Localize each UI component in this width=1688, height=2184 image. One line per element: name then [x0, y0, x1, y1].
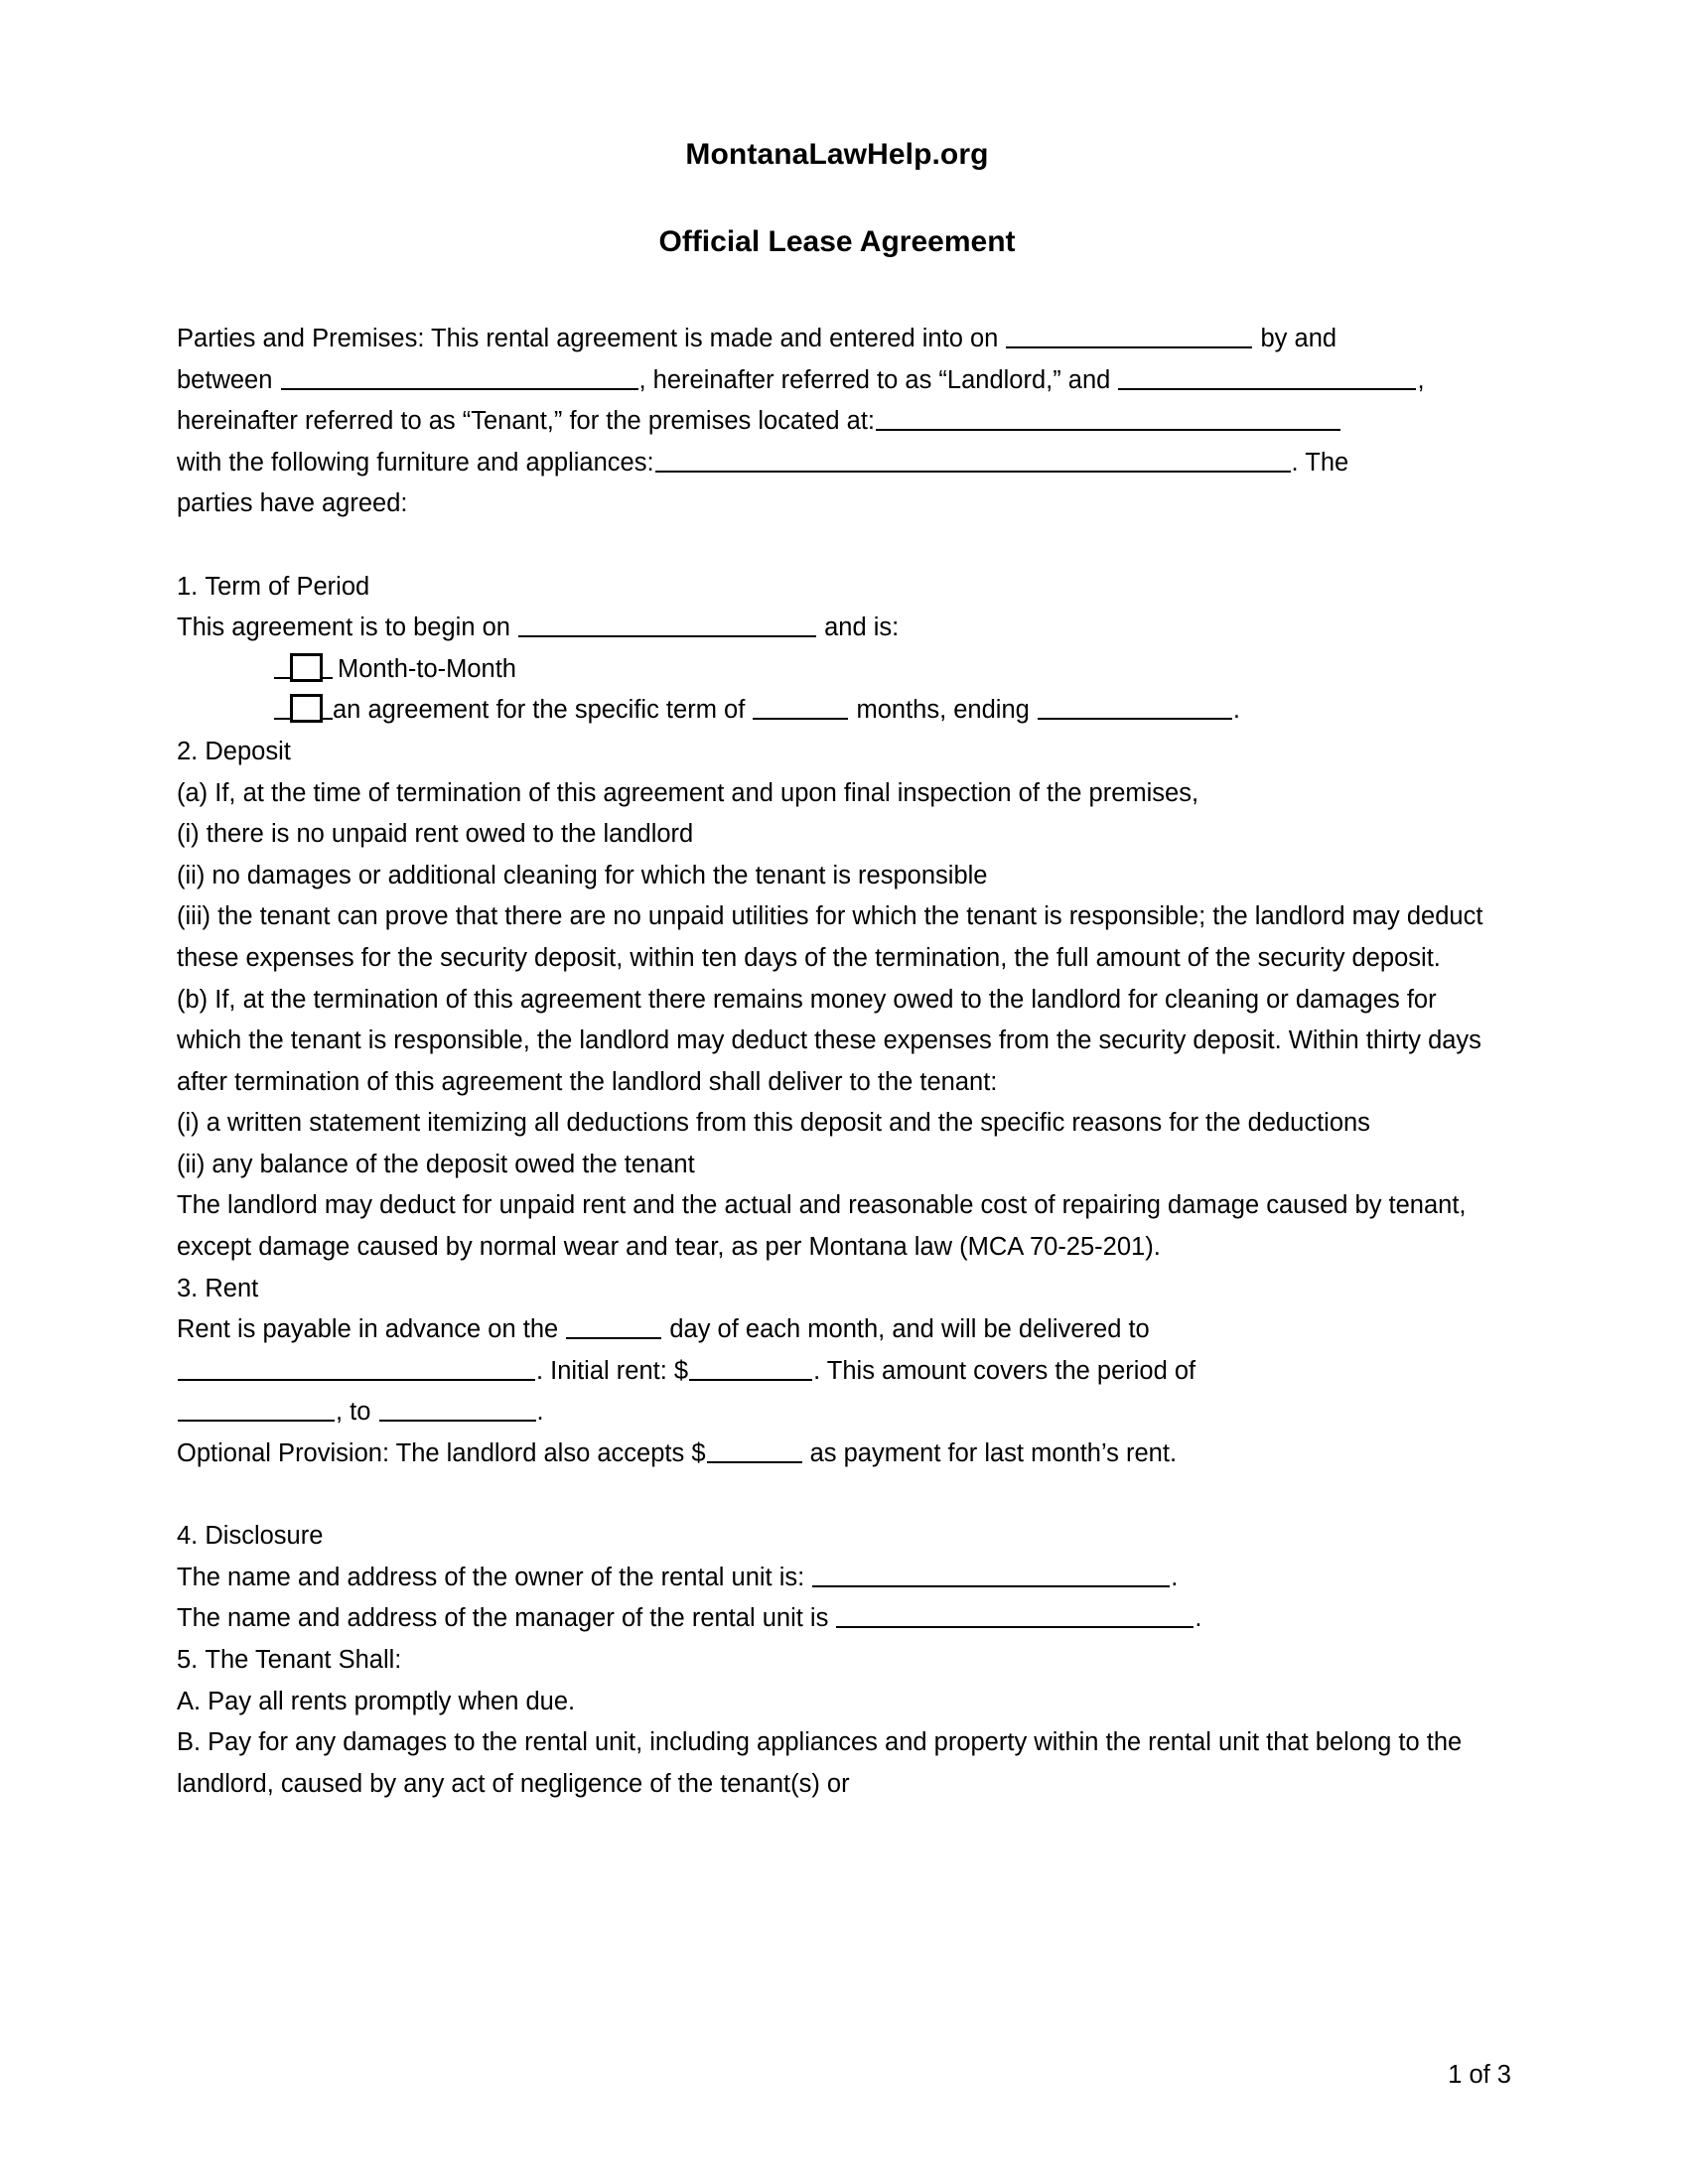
section-4-owner-text: The name and address of the owner of the rental unit is: [177, 1563, 812, 1591]
blank-last-month-rent-amount[interactable] [707, 1438, 802, 1463]
parties-line-4 [177, 443, 1497, 484]
section-1-heading [177, 567, 1497, 609]
parties-text-1b: by and [1253, 325, 1337, 352]
parties-line-3 [177, 401, 1497, 443]
blank-landlord-name[interactable] [281, 364, 638, 389]
section-5-title: The Tenant Shall: [205, 1646, 402, 1674]
section-4-number: 4. [177, 1522, 199, 1551]
blank-premises-address[interactable] [876, 406, 1340, 431]
section-4-owner-text-b: . [1171, 1563, 1179, 1591]
section-2-a-item-i: (i) there is no unpaid rent owed to the landlord [177, 820, 694, 849]
parties-text-4: with the following furniture and appliances: [177, 448, 654, 477]
checkbox-month-to-month[interactable] [290, 653, 323, 682]
section-2-closing: The landlord may deduct for unpaid rent and the actual and reasonable cost of repairing damage caused by tenant, except damage caused by normal wear and tear, as per Montana law (MCA 70-25-201). [177, 1191, 1467, 1262]
section-2-a-item-iii: (iii) the tenant can prove that there are no unpaid utilities for which the tenant is responsible; the landlord may deduct these expenses for the security deposit, within ten days of the termination, the full amount of the security deposit. [177, 902, 1483, 972]
section-1-begin-text-b: and is: [817, 614, 900, 642]
checkbox-label-specific-term: an agreement for the specific term of [333, 696, 753, 725]
checkbox-label-month-to-month: Month-to-Month [338, 654, 516, 683]
parties-text-1: Parties and Premises: This rental agreement is made and entered into on [177, 325, 1006, 352]
parties-text-3: hereinafter referred to as “Tenant,” for the premises located at: [177, 407, 876, 436]
blank-rent-due-day[interactable] [566, 1314, 661, 1339]
section-4-title: Disclosure [205, 1522, 324, 1551]
checkbox-specific-term[interactable] [290, 694, 323, 723]
section-3-optional-provision [177, 1433, 1497, 1475]
section-3-rent-line-3 [177, 1392, 1497, 1433]
spacer [177, 525, 1497, 567]
section-3-text-a: Rent is payable in advance on the [177, 1315, 566, 1344]
section-3-text-d: . This amount covers the period of [813, 1356, 1196, 1385]
section-2-number: 2. [177, 737, 199, 765]
page-title: Official Lease Agreement [658, 225, 1016, 258]
section-3-rent-line-1 [177, 1309, 1497, 1351]
document-body [177, 319, 1497, 1805]
blank-begin-date[interactable] [518, 613, 816, 637]
section-5-item-b: B. Pay for any damages to the rental unit, including appliances and property within the rental unit that belong to the landlord, caused by any act of negligence of the tenant(s) or [177, 1728, 1463, 1798]
section-5-item-a: A. Pay all rents promptly when due. [177, 1687, 576, 1715]
section-2-title: Deposit [205, 737, 291, 765]
blank-owner-name-address[interactable] [812, 1562, 1170, 1586]
section-3-optional-text-b: as payment for last month’s rent. [802, 1439, 1178, 1468]
section-3-text-c: . Initial rent: $ [536, 1356, 689, 1385]
section-3-heading [177, 1269, 1497, 1310]
section-3-text-b: day of each month, and will be delivered to [662, 1315, 1150, 1344]
checkbox-label-specific-term-c: . [1232, 696, 1241, 725]
section-3-rent-line-2 [177, 1351, 1497, 1393]
section-2-a-item-ii: (ii) no damages or additional cleaning for which the tenant is responsible [177, 861, 988, 889]
section-4-owner-line [177, 1558, 1497, 1599]
section-2-heading [177, 732, 1497, 773]
section-1-number: 1. [177, 572, 199, 601]
blank-furniture-appliances[interactable] [655, 447, 1291, 472]
section-2-a-intro: (a) If, at the time of termination of this agreement and upon final inspection of the premises, [177, 778, 1199, 807]
section-3-text-e: , to [336, 1398, 378, 1427]
section-4-manager-text: The name and address of the manager of the rental unit is [177, 1604, 836, 1633]
section-1-begin-text: This agreement is to begin on [177, 614, 518, 642]
section-4-manager-line [177, 1598, 1497, 1640]
blank-period-from[interactable] [178, 1397, 335, 1422]
rule-right [323, 653, 333, 678]
section-5-heading [177, 1640, 1497, 1682]
site-title: MontanaLawHelp.org [685, 138, 989, 171]
parties-text-4b: . The [1291, 448, 1349, 477]
blank-manager-name-address[interactable] [836, 1603, 1194, 1628]
blank-date-entered[interactable] [1006, 324, 1252, 348]
rule-left [274, 653, 290, 678]
parties-text-2: between [177, 365, 280, 394]
blank-rent-delivery-address[interactable] [178, 1355, 535, 1380]
blank-initial-rent-amount[interactable] [689, 1355, 812, 1380]
section-3-number: 3. [177, 1274, 199, 1302]
checkbox-label-specific-term-b: months, ending [849, 696, 1037, 725]
section-4-heading [177, 1516, 1497, 1558]
blank-period-to[interactable] [379, 1397, 536, 1422]
section-1-begin-line [177, 608, 1497, 649]
parties-text-2c: , [1417, 365, 1425, 394]
rule-left [274, 695, 290, 720]
section-5-number: 5. [177, 1646, 199, 1674]
checkbox-row-specific-term[interactable] [274, 690, 1497, 732]
section-3-title: Rent [205, 1274, 259, 1302]
blank-tenant-name[interactable] [1118, 364, 1416, 389]
section-2-b-text: (b) If, at the termination of this agreement there remains money owed to the landlord for cleaning or damages for which the tenant is responsible, the landlord may deduct these expenses from the security deposit. Within thirty days after termination of this agreement the landlord shall deliver to the tenant: [177, 985, 1481, 1096]
rule-right [323, 695, 333, 720]
section-3-text-f: . [536, 1398, 544, 1427]
blank-term-months[interactable] [753, 695, 848, 720]
page-footer: 1 of 3 [1448, 2061, 1511, 2089]
checkbox-row-month-to-month[interactable] [274, 649, 1497, 691]
parties-text-2b: , hereinafter referred to as “Landlord,” and [638, 365, 1118, 394]
parties-line-1 [177, 319, 1497, 360]
document-content [177, 0, 1497, 1805]
section-3-optional-text-a: Optional Provision: The landlord also accepts $ [177, 1439, 706, 1468]
spacer [177, 1475, 1497, 1517]
section-2-b-item-ii: (ii) any balance of the deposit owed the tenant [177, 1150, 695, 1178]
parties-line-2 [177, 360, 1497, 402]
blank-term-end-date[interactable] [1038, 695, 1232, 720]
parties-line-5: parties have agreed: [177, 489, 408, 518]
section-2-b-item-i: (i) a written statement itemizing all deductions from this deposit and the specific reasons for the deductions [177, 1109, 1370, 1138]
section-1-title: Term of Period [205, 572, 370, 601]
section-4-manager-text-b: . [1195, 1604, 1202, 1633]
